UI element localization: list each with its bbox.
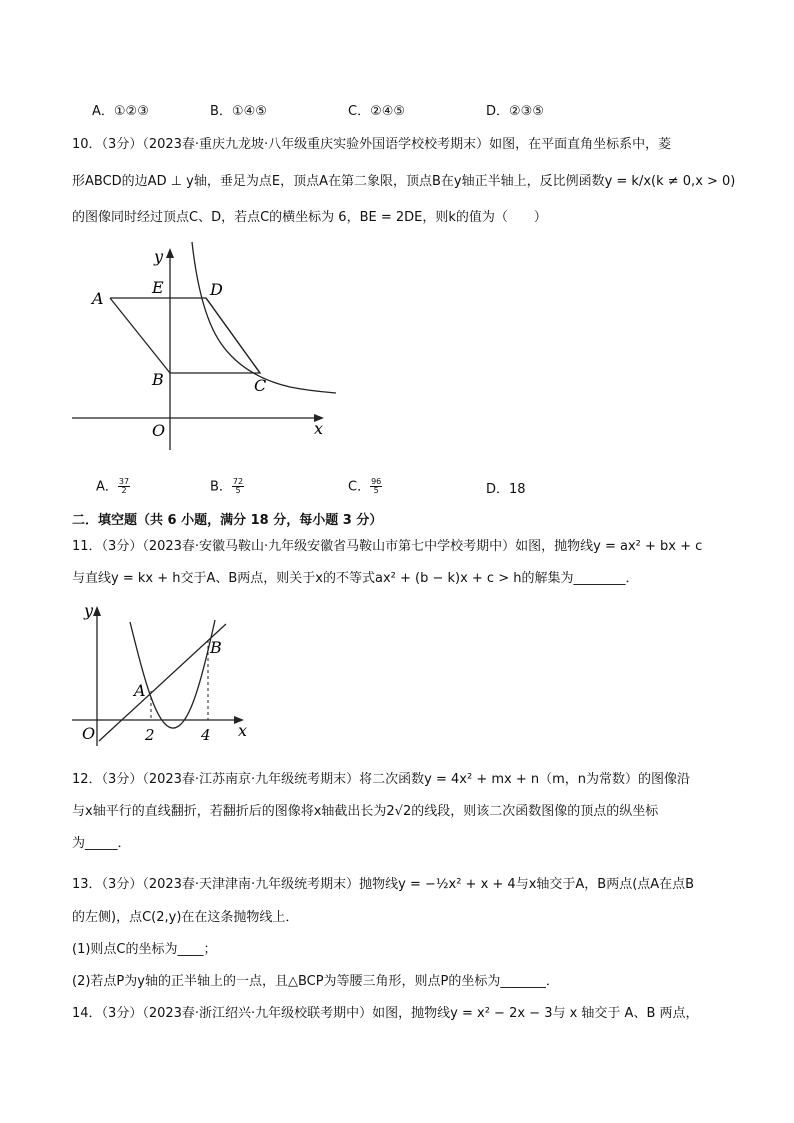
q11-label-x: x <box>238 721 248 740</box>
q13-line-2: 的左侧)，点C(2,y)在在这条抛物线上． <box>72 910 299 925</box>
q10-option-c-num: 96 <box>371 477 382 486</box>
q10-label-b: B <box>152 370 164 389</box>
q10-label-a: A <box>92 289 104 308</box>
q10-option-a-num: 37 <box>118 477 130 486</box>
q10-option-d: D．18 <box>486 482 526 497</box>
q9-option-c: C．②④⑤ <box>348 104 406 119</box>
q10-option-c-fraction <box>370 478 382 496</box>
q10-label-y: y <box>154 247 164 266</box>
q12-line-3: 为_____． <box>72 836 131 851</box>
section-2-title: 二．填空题（共 6 小题，满分 18 分，每小题 3 分） <box>72 513 383 528</box>
q9-option-b: B．①④⑤ <box>210 104 267 119</box>
q11-line <box>99 624 226 741</box>
q12-line-2: 与x轴平行的直线翻折，若翻折后的图像将x轴截出长为2√2的线段，则该二次函数图像的顶点的纵坐标 <box>72 804 659 819</box>
q10-option-c-prefix: C． <box>348 479 371 495</box>
q10-option-a-fraction <box>118 478 130 496</box>
q10-label-c: C <box>254 376 267 395</box>
q10-label-o: O <box>152 421 166 440</box>
q10-figure <box>70 238 350 458</box>
q11-label-o: O <box>82 724 96 743</box>
q11-y-arrow <box>93 606 101 616</box>
q9-option-a: A．①②③ <box>92 104 149 119</box>
q10-line-3: 的图像同时经过顶点C、D，若点C的横坐标为 6，BE = 2DE，则k的值为（ ） <box>72 210 547 225</box>
q11-label-y: y <box>84 601 94 620</box>
q10-option-a-prefix: A． <box>96 479 118 495</box>
q10-option-c-den: 5 <box>373 486 379 496</box>
q10-y-arrow <box>166 248 174 258</box>
q9-option-d: D．②③⑤ <box>486 104 544 119</box>
q10-hyperbola <box>192 242 336 393</box>
q10-option-b-num: 72 <box>232 477 244 486</box>
q10-label-d: D <box>210 280 223 299</box>
q11-label-b: B <box>210 638 222 657</box>
q13-line-3: (1)则点C的坐标为____； <box>72 942 217 957</box>
q11-figure <box>70 598 260 748</box>
q10-label-e: E <box>152 278 164 297</box>
q10-option-b-den: 5 <box>235 486 241 496</box>
q11-line-1: 11．（3分）（2023春·安徽马鞍山·九年级安徽省马鞍山市第七中学校考期中）如图，抛物线y = ax² + bx + c <box>72 539 703 554</box>
q10-option-a <box>96 478 130 496</box>
q13-line-1: 13．（3分）（2023春·天津津南·九年级统考期末）抛物线y = −½x² + x + 4与x轴交于A，B两点(点A在点B <box>72 877 695 892</box>
q13-line-4: (2)若点P为y轴的正半轴上的一点，且△BCP为等腰三角形，则点P的坐标为_______． <box>72 974 559 989</box>
q11-tick-2: 2 <box>145 726 155 744</box>
q10-option-b-fraction <box>232 478 244 496</box>
q10-option-b-prefix: B． <box>210 479 232 495</box>
q11-line-2: 与直线y = kx + h交于A、B两点，则关于x的不等式ax² + (b − k)x + c > h的解集为________． <box>72 571 639 586</box>
q11-label-a: A <box>134 681 146 700</box>
q10-line-1: 10．（3分）（2023春·重庆九龙坡·八年级重庆实验外国语学校校考期末）如图，在平面直角坐标系中，菱 <box>72 137 672 152</box>
q14-line-1: 14．（3分）（2023春·浙江绍兴·九年级校联考期中）如图，抛物线y = x² − 2x − 3与 x 轴交于 A、B 两点， <box>72 1006 699 1021</box>
q10-label-x: x <box>314 419 324 438</box>
q10-line-2: 形ABCD的边AD ⊥ y轴，垂足为点E，顶点A在第二象限，顶点B在y轴正半轴上，反比例函数y = k/x(k ≠ 0,x > 0) <box>72 174 736 189</box>
q11-tick-4: 4 <box>201 726 211 744</box>
q10-option-a-den: 2 <box>121 486 127 496</box>
q12-line-1: 12．（3分）（2023春·江苏南京·九年级统考期末）将二次函数y = 4x² + mx + n（m，n为常数）的图像沿 <box>72 772 691 787</box>
q10-segment-dc <box>206 298 260 373</box>
q10-option-c <box>348 478 382 496</box>
q10-option-b <box>210 478 244 496</box>
